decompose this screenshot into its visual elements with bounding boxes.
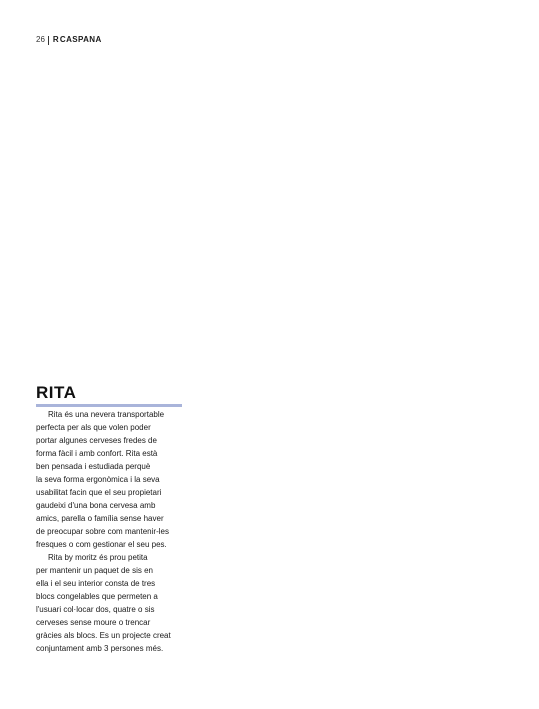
text-line: la seva forma ergonòmica i la seva [36, 475, 160, 484]
brand-logo-mark: R [52, 35, 59, 44]
text-line: blocs congelables que permeten a [36, 592, 158, 601]
article-body [36, 408, 186, 655]
article-paragraph-1 [36, 408, 186, 551]
page-header [36, 35, 102, 45]
article-title: RITA [36, 383, 77, 402]
text-line: Rita és una nevera transportable [48, 410, 165, 419]
page-number: 26 [36, 35, 45, 44]
text-line: l'usuari col·locar dos, quatre o sis [36, 605, 155, 614]
text-line: per mantenir un paquet de sis en [36, 566, 153, 575]
text-line: portar algunes cerveses fredes de [36, 436, 157, 445]
text-line: ben pensada i estudiada perquè [36, 462, 151, 471]
title-underline [36, 404, 182, 407]
text-line: perfecta per als que volen poder [36, 423, 151, 432]
text-line: gaudeixi d'una bona cervesa amb [36, 501, 156, 510]
text-line: conjuntament amb 3 persones més. [36, 644, 164, 653]
text-line: amics, parella o família sense haver [36, 514, 164, 523]
text-line: gràcies als blocs. Es un projecte creat [36, 631, 171, 640]
header-divider [48, 36, 49, 45]
article-paragraph-2 [36, 551, 186, 655]
text-line: ella i el seu interior consta de tres [36, 579, 156, 588]
text-line: fresques o com gestionar el seu pes. [36, 540, 167, 549]
text-line: forma fàcil i amb confort. Rita està [36, 449, 158, 458]
text-line: Rita by moritz és prou petita [48, 553, 148, 562]
text-line: cerveses sense moure o trencar [36, 618, 151, 627]
text-line: de preocupar sobre com mantenir-les [36, 527, 169, 536]
text-line: usabilitat facin que el seu propietari [36, 488, 162, 497]
brand-logo-name: CASPANA [59, 35, 102, 44]
